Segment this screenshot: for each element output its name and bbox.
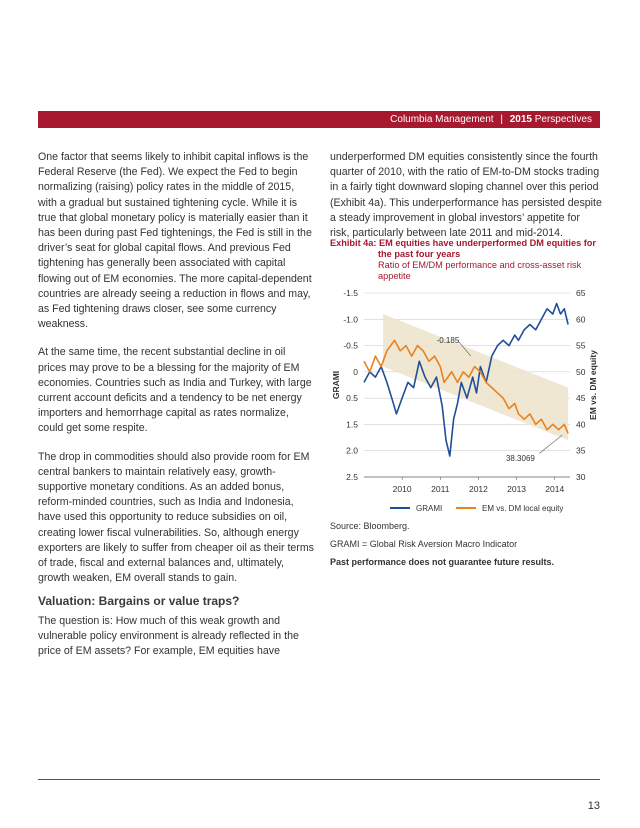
exhibit-title — [330, 238, 602, 282]
left-paragraph: One factor that seems likely to inhibit capital inflows is the Federal Reserve (the Fed). We expect the Fed to begin normalizing (raising) policy rates in the middle of 2015, with a gradual but sustained tightening cycle. While it is true that global monetary policy is materially easier than it has been during past Fed tightenings, the Fed is still in the driver’s seat for global capital flows. And previous Fed tightening has generally been associated with capital flowing out of EM economies. The more capital-dependent countries are already seeing a reduction in flows and may, as Fed tightening draws closer, see some currency weakness. — [38, 151, 312, 331]
section-heading: Valuation: Bargains or value traps? — [38, 594, 240, 609]
exhibit-subtitle-line2: appetite — [378, 271, 411, 281]
exhibit-title-line2: the past four years — [378, 249, 461, 259]
legend-label: GRAMI — [416, 504, 443, 513]
right-tick-label: 40 — [576, 419, 586, 430]
definition-note: GRAMI = Global Risk Aversion Macro Indicator — [330, 539, 518, 549]
x-tick-label: 2011 — [431, 484, 450, 494]
right-tick-label: 55 — [576, 340, 586, 351]
page-number: 13 — [587, 800, 600, 812]
right-tick-label: 60 — [576, 314, 586, 325]
x-tick-label: 2012 — [468, 484, 488, 494]
right-tick-label: 50 — [576, 366, 586, 377]
left-paragraph: The question is: How much of this weak growth and vulnerable policy environment is already reflected in the price of EM assets? For example, EM equities have — [38, 614, 299, 658]
left-tick-label: -0.5 — [343, 340, 358, 351]
disclaimer: Past performance does not guarantee future results. — [330, 557, 555, 567]
header-title: Perspectives — [534, 114, 592, 125]
left-tick-label: 2.5 — [346, 472, 358, 482]
left-axis-label: GRAMI — [331, 370, 341, 400]
header-bar — [38, 111, 600, 128]
x-tick-label: 2010 — [392, 484, 412, 494]
notes — [330, 520, 602, 574]
exhibit-chart — [330, 284, 602, 520]
source-note: Source: Bloomberg. — [330, 521, 410, 531]
header-year: 2015 — [509, 114, 532, 125]
header-separator: | — [500, 114, 503, 125]
left-column — [38, 150, 314, 672]
footer-rule — [38, 779, 600, 780]
x-tick-label: 2013 — [507, 484, 527, 494]
channel-band — [383, 314, 568, 440]
right-axis-label: EM vs. DM equity — [588, 350, 598, 420]
exhibit-title-line1: Exhibit 4a: EM equities have underperformed DM equities for — [330, 238, 596, 248]
left-tick-label: 2.0 — [346, 445, 358, 456]
left-tick-label: -1.0 — [343, 314, 358, 325]
right-tick-label: 35 — [576, 445, 586, 456]
right-tick-label: 45 — [576, 393, 586, 404]
left-tick-label: 0 — [353, 366, 358, 377]
right-tick-label: 65 — [576, 288, 586, 298]
right-paragraph: underperformed DM equities consistently since the fourth quarter of 2010, with the ratio of EM-to-DM stocks trading in a fairly tight downward sloping channel over this period (Exhibit 4a). This underperformance has persisted despite a steady improvement in global investors’ appetite for risk, particularly between late 2011 and mid-2014. — [330, 151, 602, 240]
right-tick-label: 30 — [576, 472, 586, 482]
left-paragraph: At the same time, the recent substantial decline in oil prices may prove to be a blessing for the majority of EM economies. Countries such as India and Turkey, with large current account deficits and a tendency to be net energy importers and hemorrhage capital as rates normalize, could get some respite. — [38, 346, 312, 435]
exhibit-subtitle-line1: Ratio of EM/DM performance and cross-asset risk — [378, 260, 582, 270]
legend-label: EM vs. DM local equity — [482, 504, 564, 513]
annotation-label: 38.3069 — [505, 454, 535, 464]
left-tick-label: 0.5 — [346, 393, 358, 404]
left-tick-label: -1.5 — [343, 288, 358, 298]
left-paragraph: The drop in commodities should also provide room for EM central bankers to maintain relatively easy, growth-supportive monetary conditions. As an added bonus, reform-minded countries, such as India and Indonesia, have used this opportunity to reduce subsidies on oil, creating lower fiscal vulnerabilities. So, although energy exporters are likely to suffer from cheaper oil as their terms of trade, fiscal and external balances and, ultimately, growth weaken, EM overall stands to gain. — [38, 450, 314, 585]
header-brand: Columbia Management — [390, 114, 494, 125]
left-tick-label: 1.5 — [346, 419, 358, 430]
x-tick-label: 2014 — [545, 484, 565, 494]
annotation-label: -0.185 — [436, 335, 460, 345]
